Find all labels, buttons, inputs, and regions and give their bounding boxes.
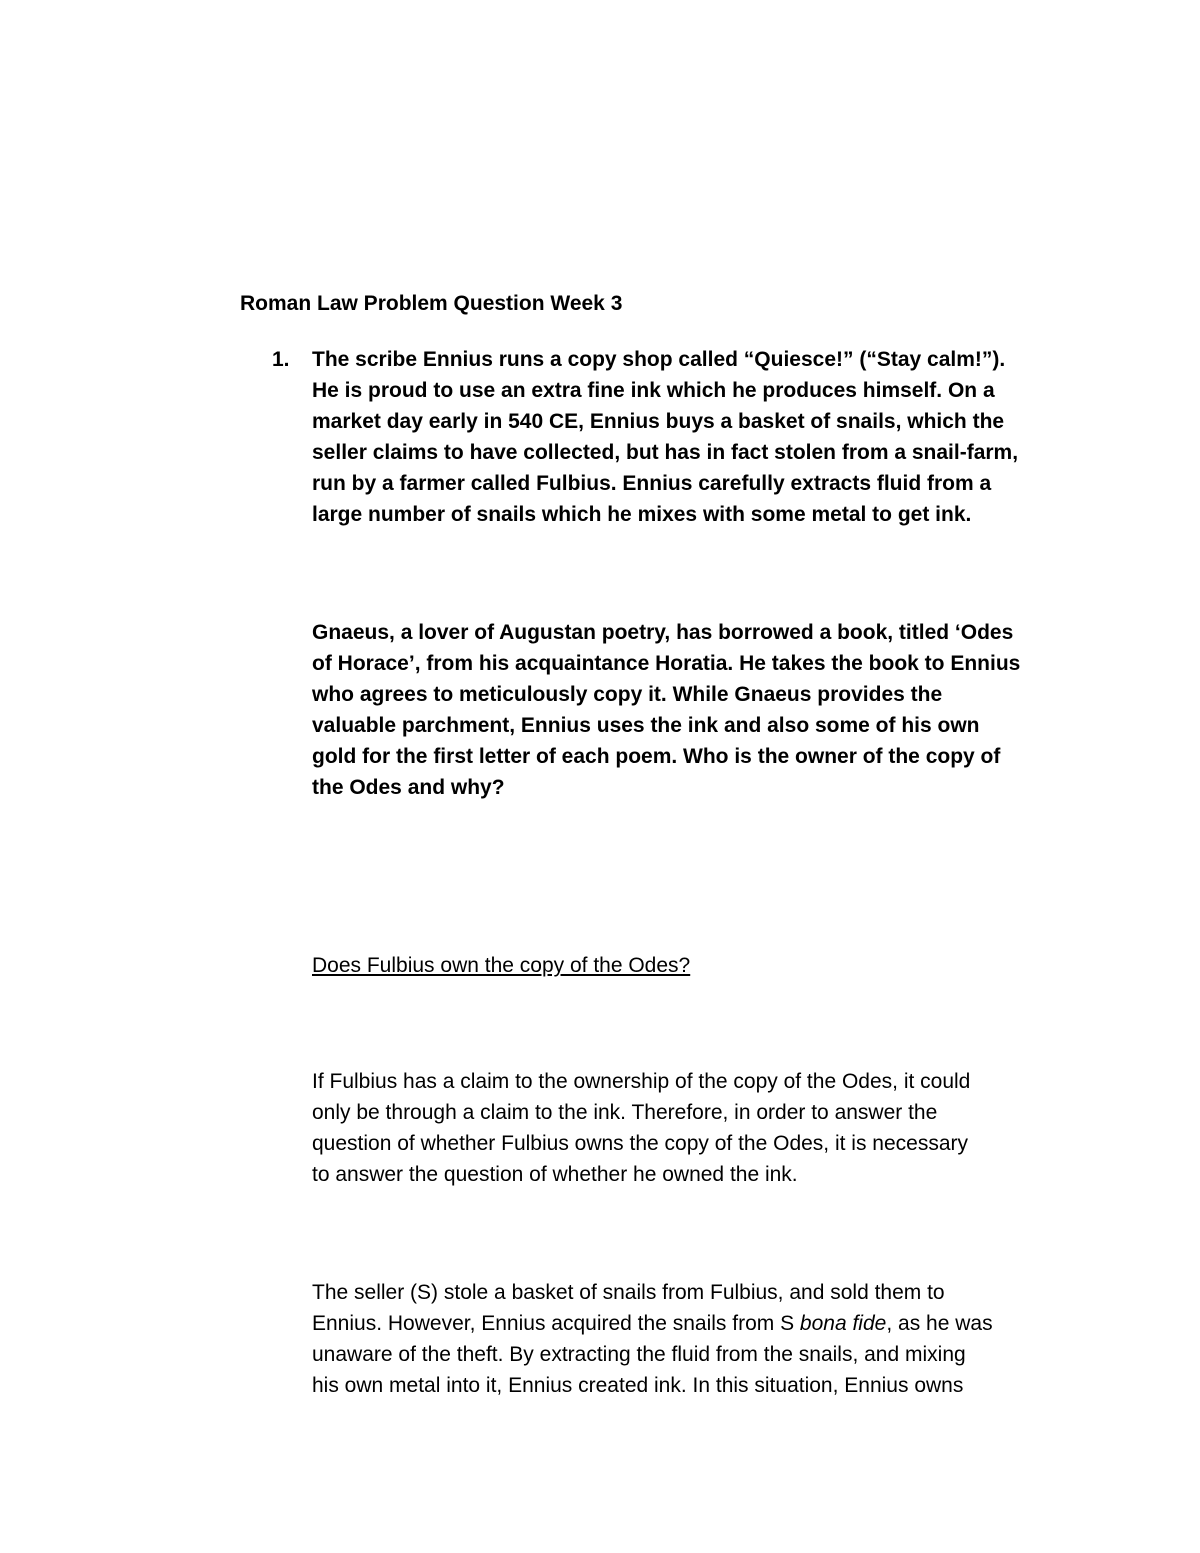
- answer-paragraph-1-line: question of whether Fulbius owns the copy of the Odes, it is necessary: [312, 1132, 969, 1155]
- question-paragraph-1-line: market day early in 540 CE, Ennius buys a basket of snails, which the: [312, 410, 1005, 433]
- answer-paragraph-2-line: his own metal into it, Ennius created ink. In this situation, Ennius owns: [312, 1374, 964, 1397]
- question-paragraph-2-line: gold for the first letter of each poem. Who is the owner of the copy of: [312, 745, 1001, 768]
- question-paragraph-1-line: large number of snails which he mixes with some metal to get ink.: [312, 503, 972, 526]
- question-paragraph-2-line: who agrees to meticulously copy it. While Gnaeus provides the: [312, 683, 943, 706]
- question-paragraph-1-line: run by a farmer called Fulbius. Ennius carefully extracts fluid from a: [312, 472, 992, 495]
- answer-text-segment: Ennius. However, Ennius acquired the snails from S: [312, 1312, 800, 1335]
- answer-paragraph-2-line: The seller (S) stole a basket of snails from Fulbius, and sold them to: [312, 1281, 945, 1304]
- question-paragraph-1-line: He is proud to use an extra fine ink which he produces himself. On a: [312, 379, 995, 402]
- question-paragraph-2-line: the Odes and why?: [312, 776, 505, 799]
- question-paragraph-1-line: The scribe Ennius runs a copy shop called “Quiesce!” (“Stay calm!”).: [312, 348, 1006, 371]
- question-paragraph-2-line: of Horace’, from his acquaintance Horatia. He takes the book to Ennius: [312, 652, 1021, 675]
- answer-paragraph-1-line: If Fulbius has a claim to the ownership of the copy of the Odes, it could: [312, 1070, 971, 1093]
- question-number: 1.: [272, 348, 290, 371]
- question-paragraph-1-line: seller claims to have collected, but has in fact stolen from a snail-farm,: [312, 441, 1019, 464]
- answer-paragraph-2-line: unaware of the theft. By extracting the fluid from the snails, and mixing: [312, 1343, 966, 1366]
- document-title: Roman Law Problem Question Week 3: [240, 292, 623, 315]
- answer-heading: Does Fulbius own the copy of the Odes?: [312, 954, 691, 977]
- answer-paragraph-1-line: only be through a claim to the ink. Therefore, in order to answer the: [312, 1101, 938, 1124]
- question-paragraph-2-line: valuable parchment, Ennius uses the ink and also some of his own: [312, 714, 980, 737]
- answer-paragraph-2-line: [312, 1308, 993, 1339]
- question-paragraph-2-line: Gnaeus, a lover of Augustan poetry, has borrowed a book, titled ‘Odes: [312, 621, 1014, 644]
- answer-text-segment: , as he was: [886, 1312, 993, 1335]
- latin-term-bona-fide: bona fide: [799, 1312, 887, 1335]
- answer-paragraph-1-line: to answer the question of whether he owned the ink.: [312, 1163, 798, 1186]
